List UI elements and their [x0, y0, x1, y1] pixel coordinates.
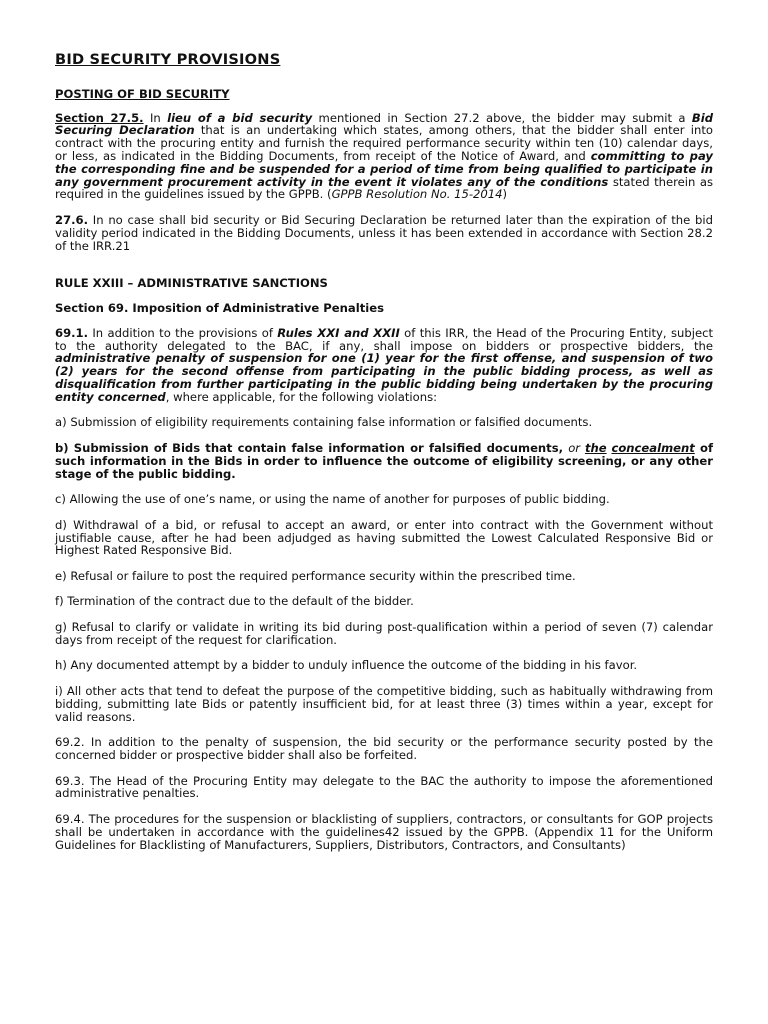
violation-item-g: g) Refusal to clarify or validate in writing its bid during post-qualification within a period of seven (7) calendar days from receipt of the request for clarification. — [55, 620, 713, 647]
rule-heading: RULE XXIII – ADMINISTRATIVE SANCTIONS — [55, 276, 328, 291]
section-69-heading: Section 69. Imposition of Administrative Penalties — [55, 300, 384, 315]
posting-heading: POSTING OF BID SECURITY — [55, 86, 230, 101]
violation-item-i: i) All other acts that tend to defeat the purpose of the competitive bidding, such as habitually withdrawing from bidding, submitting late Bids or patently insufficient bid, for at least three (3) times within a year, except for valid reasons. — [55, 684, 713, 724]
section-27-6-paragraph: 27.6. In no case shall bid security or Bid Securing Declaration be returned later than the expiration of the bid validity period indicated in the Bidding Documents, unless it has been extended in accordance with Section 28.2 of the IRR.21 — [55, 212, 713, 253]
section-69-1-label: 69.1. — [55, 325, 89, 340]
section-27-5-paragraph: Section 27.5. In lieu of a bid security mentioned in Section 27.2 above, the bidder may submit a Bid Securing Declaration that is an undertaking which states, among others, that the bidder shall enter into contract with the procuring entity and furnish the required performance security within ten (10) calendar days, or less, as indicated in the Bidding Documents, from receipt of the Notice of Award, and committing to pay the corresponding fine and be suspended for a period of time from being qualified to participate in any government procurement activity in the event it violates any of the conditions stated therein as required in the guidelines issued by the GPPB. (GPPB Resolution No. 15-2014) — [55, 110, 714, 202]
violation-item-e: e) Refusal or failure to post the required performance security within the prescribed time. — [55, 568, 576, 583]
section-69-4-paragraph: 69.4. The procedures for the suspension or blacklisting of suppliers, contractors, or consultants for GOP projects shall be undertaken in accordance with the guidelines42 issued by the GPPB. (Appendix 11 for the Uniform Guidelines for Blacklisting of Manufacturers, Suppliers, Distributors, Contractors, and Consultants) — [55, 812, 713, 852]
section-27-5-label: Section 27.5. — [55, 110, 144, 125]
violation-item-h: h) Any documented attempt by a bidder to unduly influence the outcome of the bidding in his favor. — [55, 658, 638, 673]
violation-item-c: c) Allowing the use of one’s name, or using the name of another for purposes of public bidding. — [55, 492, 610, 507]
violation-item-a: a) Submission of eligibility requirements containing false information or falsified documents. — [55, 415, 593, 430]
violation-item-b: b) Submission of Bids that contain false information or falsified documents, or the concealment of such information in the Bids in order to influence the outcome of eligibility screening, or any other stage of the public bidding. — [55, 440, 714, 481]
document-title: BID SECURITY PROVISIONS — [55, 51, 281, 68]
violation-item-f: f) Termination of the contract due to the default of the bidder. — [55, 594, 414, 609]
section-69-1-paragraph: 69.1. In addition to the provisions of Rules XXI and XXII of this IRR, the Head of the Procuring Entity, subject to the authority delegated to the BAC, if any, shall impose on bidders or prospective bidders, the administrative penalty of suspension for one (1) year for the first offense, and suspension of two (2) years for the second offense from participating in the public bidding process, as well as disqualification from further participating in the public bidding being undertaken by the procuring entity concerned, where applicable, for the following violations: — [55, 325, 713, 404]
section-69-3-paragraph: 69.3. The Head of the Procuring Entity may delegate to the BAC the authority to impose the aforementioned administrative penalties. — [55, 773, 713, 801]
violation-item-d: d) Withdrawal of a bid, or refusal to accept an award, or enter into contract with the Government without justifiable cause, after he had been adjudged as having submitted the Lowest Calculated Responsive Bid or Highest Rated Responsive Bid. — [55, 517, 713, 558]
section-69-2-paragraph: 69.2. In addition to the penalty of suspension, the bid security or the performance security posted by the concerned bidder or prospective bidder shall also be forfeited. — [55, 735, 713, 763]
document-page — [55, 51, 714, 864]
section-27-6-label: 27.6. — [55, 212, 89, 227]
